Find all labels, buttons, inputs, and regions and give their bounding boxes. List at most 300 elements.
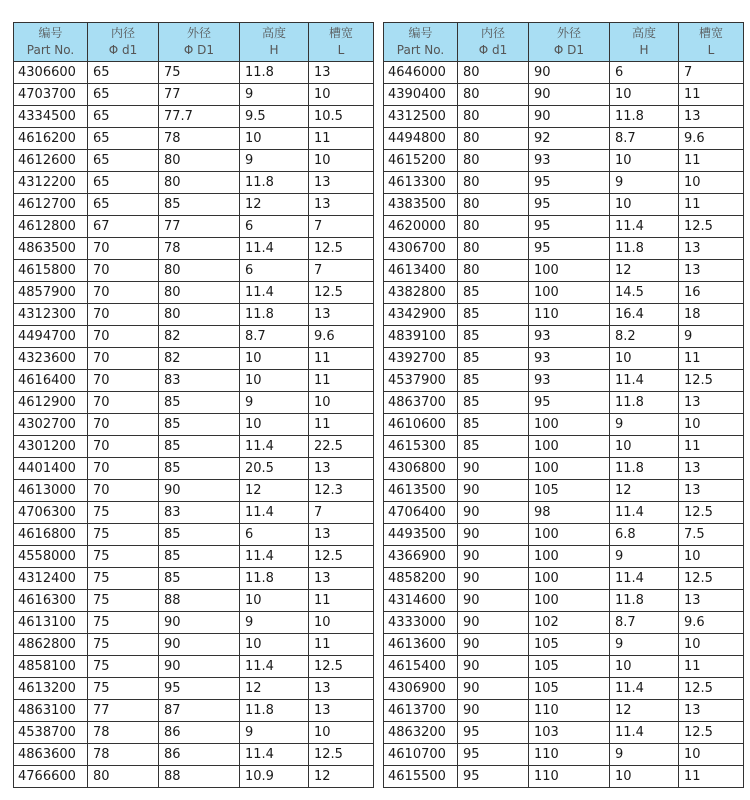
part-no-cell: 4301200 [14, 436, 88, 458]
height-cell: 9 [610, 414, 679, 436]
groove-width-cell: 18 [679, 304, 744, 326]
outer-diameter-cell: 95 [529, 392, 610, 414]
table-row [384, 106, 744, 128]
table-row [14, 766, 374, 788]
inner-diameter-cell: 65 [88, 172, 159, 194]
height-cell: 11.4 [240, 238, 309, 260]
groove-width-cell: 11 [679, 194, 744, 216]
outer-diameter-cell: 105 [529, 634, 610, 656]
inner-diameter-cell: 95 [458, 744, 529, 766]
part-no-cell: 4615800 [14, 260, 88, 282]
height-cell: 9 [610, 546, 679, 568]
table-row [14, 260, 374, 282]
height-cell: 11.8 [240, 304, 309, 326]
table-row [384, 722, 744, 744]
part-no-cell: 4857900 [14, 282, 88, 304]
outer-diameter-cell: 100 [529, 524, 610, 546]
inner-diameter-cell: 70 [88, 282, 159, 304]
outer-diameter-cell: 80 [159, 150, 240, 172]
table-row [14, 568, 374, 590]
part-no-cell: 4615300 [384, 436, 458, 458]
groove-width-cell: 7.5 [679, 524, 744, 546]
part-no-cell: 4703700 [14, 84, 88, 106]
groove-width-cell: 12.5 [679, 216, 744, 238]
outer-diameter-cell: 93 [529, 150, 610, 172]
table-row [384, 634, 744, 656]
inner-diameter-cell: 77 [88, 700, 159, 722]
table-row [384, 480, 744, 502]
groove-width-cell: 13 [309, 700, 374, 722]
inner-diameter-cell: 80 [458, 62, 529, 84]
height-cell: 10 [610, 194, 679, 216]
part-no-cell: 4706300 [14, 502, 88, 524]
table-row [14, 436, 374, 458]
table-row [14, 62, 374, 84]
table-row [384, 62, 744, 84]
height-cell: 11.8 [610, 106, 679, 128]
inner-diameter-cell: 75 [88, 546, 159, 568]
part-no-cell: 4537900 [384, 370, 458, 392]
table-row [384, 524, 744, 546]
part-no-cell: 4612600 [14, 150, 88, 172]
part-no-cell: 4839100 [384, 326, 458, 348]
height-cell: 10 [240, 414, 309, 436]
height-cell: 10 [610, 436, 679, 458]
part-no-cell: 4538700 [14, 722, 88, 744]
table-row [384, 392, 744, 414]
part-no-cell: 4342900 [384, 304, 458, 326]
groove-width-cell: 13 [309, 678, 374, 700]
height-cell: 11.8 [610, 238, 679, 260]
outer-diameter-cell: 85 [159, 568, 240, 590]
inner-diameter-cell: 80 [88, 766, 159, 788]
table-row [384, 304, 744, 326]
table-row [14, 172, 374, 194]
height-cell: 8.2 [610, 326, 679, 348]
part-no-cell: 4382800 [384, 282, 458, 304]
inner-diameter-cell: 78 [88, 744, 159, 766]
outer-diameter-cell: 93 [529, 326, 610, 348]
outer-diameter-cell: 103 [529, 722, 610, 744]
header-height: 高度 H [240, 23, 309, 62]
outer-diameter-cell: 95 [529, 216, 610, 238]
table-row [14, 612, 374, 634]
height-cell: 11.8 [610, 590, 679, 612]
part-no-cell: 4620000 [384, 216, 458, 238]
height-cell: 8.7 [610, 128, 679, 150]
part-no-cell: 4383500 [384, 194, 458, 216]
outer-diameter-cell: 90 [159, 634, 240, 656]
part-no-cell: 4613000 [14, 480, 88, 502]
inner-diameter-cell: 85 [458, 304, 529, 326]
inner-diameter-cell: 90 [458, 700, 529, 722]
height-cell: 6 [240, 524, 309, 546]
part-no-cell: 4493500 [384, 524, 458, 546]
table-row [14, 128, 374, 150]
table-row [384, 238, 744, 260]
outer-diameter-cell: 86 [159, 744, 240, 766]
inner-diameter-cell: 85 [458, 392, 529, 414]
table-row [384, 84, 744, 106]
part-no-cell: 4766600 [14, 766, 88, 788]
table-row [14, 458, 374, 480]
part-no-cell: 4863600 [14, 744, 88, 766]
table-row [14, 744, 374, 766]
table-row [14, 502, 374, 524]
part-no-cell: 4862800 [14, 634, 88, 656]
left-parts-table [13, 22, 374, 788]
part-no-cell: 4863700 [384, 392, 458, 414]
table-row [384, 612, 744, 634]
height-cell: 9 [610, 634, 679, 656]
groove-width-cell: 11 [679, 150, 744, 172]
groove-width-cell: 10 [309, 150, 374, 172]
groove-width-cell: 11 [309, 370, 374, 392]
part-no-cell: 4858200 [384, 568, 458, 590]
groove-width-cell: 13 [679, 480, 744, 502]
part-no-cell: 4306800 [384, 458, 458, 480]
groove-width-cell: 13 [679, 700, 744, 722]
table-row [384, 194, 744, 216]
height-cell: 10 [610, 766, 679, 788]
part-no-cell: 4613200 [14, 678, 88, 700]
groove-width-cell: 13 [309, 62, 374, 84]
outer-diameter-cell: 82 [159, 326, 240, 348]
groove-width-cell: 13 [309, 304, 374, 326]
table-row [384, 678, 744, 700]
groove-width-cell: 10 [679, 172, 744, 194]
inner-diameter-cell: 80 [458, 172, 529, 194]
inner-diameter-cell: 70 [88, 370, 159, 392]
part-no-cell: 4863100 [14, 700, 88, 722]
inner-diameter-cell: 70 [88, 480, 159, 502]
table-row [14, 634, 374, 656]
part-no-cell: 4390400 [384, 84, 458, 106]
right-parts-table [383, 22, 744, 788]
outer-diameter-cell: 95 [529, 238, 610, 260]
header-part-no: 编号 Part No. [14, 23, 88, 62]
part-no-cell: 4612800 [14, 216, 88, 238]
height-cell: 11.4 [610, 216, 679, 238]
table-row [14, 106, 374, 128]
groove-width-cell: 10 [309, 392, 374, 414]
outer-diameter-cell: 85 [159, 414, 240, 436]
inner-diameter-cell: 95 [458, 722, 529, 744]
height-cell: 11.4 [240, 744, 309, 766]
height-cell: 11.8 [240, 172, 309, 194]
outer-diameter-cell: 75 [159, 62, 240, 84]
height-cell: 9 [610, 744, 679, 766]
table-row [384, 436, 744, 458]
groove-width-cell: 13 [679, 106, 744, 128]
outer-diameter-cell: 85 [159, 546, 240, 568]
inner-diameter-cell: 70 [88, 238, 159, 260]
height-cell: 9 [240, 722, 309, 744]
header-groove-width: 槽宽 L [679, 23, 744, 62]
table-row [384, 700, 744, 722]
height-cell: 9 [610, 172, 679, 194]
height-cell: 9 [240, 392, 309, 414]
groove-width-cell: 9.6 [309, 326, 374, 348]
part-no-cell: 4616200 [14, 128, 88, 150]
height-cell: 6.8 [610, 524, 679, 546]
inner-diameter-cell: 67 [88, 216, 159, 238]
height-cell: 11.4 [610, 722, 679, 744]
outer-diameter-cell: 95 [159, 678, 240, 700]
table-row [14, 590, 374, 612]
groove-width-cell: 9 [679, 326, 744, 348]
groove-width-cell: 13 [309, 172, 374, 194]
header-row [14, 23, 374, 62]
groove-width-cell: 11 [679, 656, 744, 678]
part-no-cell: 4314600 [384, 590, 458, 612]
height-cell: 11.4 [610, 502, 679, 524]
table-row [14, 678, 374, 700]
inner-diameter-cell: 90 [458, 590, 529, 612]
height-cell: 10 [610, 150, 679, 172]
groove-width-cell: 22.5 [309, 436, 374, 458]
groove-width-cell: 13 [679, 590, 744, 612]
outer-diameter-cell: 85 [159, 392, 240, 414]
header-groove-width: 槽宽 L [309, 23, 374, 62]
outer-diameter-cell: 105 [529, 656, 610, 678]
outer-diameter-cell: 105 [529, 480, 610, 502]
part-no-cell: 4613300 [384, 172, 458, 194]
outer-diameter-cell: 110 [529, 766, 610, 788]
groove-width-cell: 12.5 [309, 238, 374, 260]
table-row [384, 326, 744, 348]
part-no-cell: 4646000 [384, 62, 458, 84]
height-cell: 20.5 [240, 458, 309, 480]
groove-width-cell: 13 [309, 524, 374, 546]
table-row [14, 84, 374, 106]
table-row [384, 282, 744, 304]
part-no-cell: 4616300 [14, 590, 88, 612]
height-cell: 11.4 [610, 678, 679, 700]
groove-width-cell: 11 [309, 128, 374, 150]
height-cell: 16.4 [610, 304, 679, 326]
outer-diameter-cell: 100 [529, 458, 610, 480]
part-no-cell: 4613600 [384, 634, 458, 656]
table-row [384, 216, 744, 238]
table-row [14, 546, 374, 568]
part-no-cell: 4302700 [14, 414, 88, 436]
table-row [14, 722, 374, 744]
height-cell: 6 [610, 62, 679, 84]
groove-width-cell: 9.6 [679, 612, 744, 634]
outer-diameter-cell: 100 [529, 260, 610, 282]
outer-diameter-cell: 100 [529, 436, 610, 458]
outer-diameter-cell: 77 [159, 84, 240, 106]
table-row [384, 370, 744, 392]
height-cell: 11.4 [240, 282, 309, 304]
table-row [14, 392, 374, 414]
part-no-cell: 4613400 [384, 260, 458, 282]
part-no-cell: 4613100 [14, 612, 88, 634]
height-cell: 11.4 [240, 436, 309, 458]
groove-width-cell: 10 [679, 744, 744, 766]
table-row [14, 326, 374, 348]
part-no-cell: 4863500 [14, 238, 88, 260]
groove-width-cell: 12.5 [309, 282, 374, 304]
right-table-body [384, 62, 744, 788]
outer-diameter-cell: 93 [529, 370, 610, 392]
part-no-cell: 4401400 [14, 458, 88, 480]
header-outer-diameter: 外径 Φ D1 [529, 23, 610, 62]
outer-diameter-cell: 90 [159, 656, 240, 678]
groove-width-cell: 11 [679, 84, 744, 106]
inner-diameter-cell: 70 [88, 260, 159, 282]
height-cell: 12 [240, 194, 309, 216]
left-table-body [14, 62, 374, 788]
inner-diameter-cell: 85 [458, 436, 529, 458]
outer-diameter-cell: 92 [529, 128, 610, 150]
outer-diameter-cell: 85 [159, 524, 240, 546]
inner-diameter-cell: 75 [88, 678, 159, 700]
outer-diameter-cell: 105 [529, 678, 610, 700]
table-row [384, 766, 744, 788]
groove-width-cell: 10 [309, 722, 374, 744]
groove-width-cell: 13 [679, 238, 744, 260]
inner-diameter-cell: 85 [458, 326, 529, 348]
groove-width-cell: 7 [309, 502, 374, 524]
part-no-cell: 4306600 [14, 62, 88, 84]
table-row [14, 194, 374, 216]
part-no-cell: 4366900 [384, 546, 458, 568]
height-cell: 11.4 [610, 370, 679, 392]
part-no-cell: 4615500 [384, 766, 458, 788]
groove-width-cell: 11 [309, 348, 374, 370]
outer-diameter-cell: 93 [529, 348, 610, 370]
height-cell: 10 [610, 656, 679, 678]
table-row [14, 656, 374, 678]
height-cell: 10 [240, 348, 309, 370]
inner-diameter-cell: 70 [88, 436, 159, 458]
outer-diameter-cell: 78 [159, 128, 240, 150]
table-row [384, 502, 744, 524]
outer-diameter-cell: 90 [159, 612, 240, 634]
part-no-cell: 4706400 [384, 502, 458, 524]
table-row [14, 348, 374, 370]
inner-diameter-cell: 90 [458, 656, 529, 678]
outer-diameter-cell: 83 [159, 502, 240, 524]
height-cell: 12 [240, 678, 309, 700]
outer-diameter-cell: 86 [159, 722, 240, 744]
header-inner-diameter: 内径 Φ d1 [458, 23, 529, 62]
groove-width-cell: 11 [679, 436, 744, 458]
inner-diameter-cell: 75 [88, 524, 159, 546]
outer-diameter-cell: 80 [159, 172, 240, 194]
outer-diameter-cell: 90 [159, 480, 240, 502]
part-no-cell: 4558000 [14, 546, 88, 568]
height-cell: 9 [240, 612, 309, 634]
groove-width-cell: 10 [679, 414, 744, 436]
table-row [384, 568, 744, 590]
outer-diameter-cell: 100 [529, 568, 610, 590]
inner-diameter-cell: 75 [88, 612, 159, 634]
inner-diameter-cell: 80 [458, 238, 529, 260]
groove-width-cell: 12.5 [679, 568, 744, 590]
table-row [14, 216, 374, 238]
table-row [14, 238, 374, 260]
groove-width-cell: 10 [309, 84, 374, 106]
inner-diameter-cell: 70 [88, 392, 159, 414]
inner-diameter-cell: 70 [88, 458, 159, 480]
inner-diameter-cell: 90 [458, 634, 529, 656]
part-no-cell: 4312200 [14, 172, 88, 194]
part-no-cell: 4615200 [384, 150, 458, 172]
part-no-cell: 4612700 [14, 194, 88, 216]
outer-diameter-cell: 85 [159, 194, 240, 216]
groove-width-cell: 13 [679, 392, 744, 414]
inner-diameter-cell: 90 [458, 524, 529, 546]
outer-diameter-cell: 95 [529, 194, 610, 216]
outer-diameter-cell: 90 [529, 84, 610, 106]
groove-width-cell: 7 [309, 260, 374, 282]
groove-width-cell: 10 [309, 612, 374, 634]
part-no-cell: 4613500 [384, 480, 458, 502]
outer-diameter-cell: 110 [529, 744, 610, 766]
inner-diameter-cell: 75 [88, 590, 159, 612]
inner-diameter-cell: 65 [88, 194, 159, 216]
part-no-cell: 4333000 [384, 612, 458, 634]
inner-diameter-cell: 80 [458, 84, 529, 106]
inner-diameter-cell: 70 [88, 414, 159, 436]
inner-diameter-cell: 80 [458, 106, 529, 128]
part-no-cell: 4494700 [14, 326, 88, 348]
inner-diameter-cell: 70 [88, 326, 159, 348]
table-row [14, 150, 374, 172]
table-row [14, 370, 374, 392]
inner-diameter-cell: 70 [88, 304, 159, 326]
groove-width-cell: 12.5 [309, 744, 374, 766]
outer-diameter-cell: 100 [529, 282, 610, 304]
outer-diameter-cell: 80 [159, 282, 240, 304]
height-cell: 11.4 [610, 568, 679, 590]
groove-width-cell: 12.3 [309, 480, 374, 502]
height-cell: 11.4 [240, 502, 309, 524]
inner-diameter-cell: 65 [88, 84, 159, 106]
groove-width-cell: 12.5 [309, 546, 374, 568]
height-cell: 10 [610, 348, 679, 370]
inner-diameter-cell: 80 [458, 260, 529, 282]
height-cell: 11.8 [240, 568, 309, 590]
height-cell: 11.8 [240, 62, 309, 84]
height-cell: 10 [240, 370, 309, 392]
table-row [384, 656, 744, 678]
part-no-cell: 4615400 [384, 656, 458, 678]
groove-width-cell: 13 [309, 568, 374, 590]
outer-diameter-cell: 77.7 [159, 106, 240, 128]
outer-diameter-cell: 82 [159, 348, 240, 370]
table-row [384, 458, 744, 480]
height-cell: 11.8 [610, 458, 679, 480]
groove-width-cell: 10 [679, 634, 744, 656]
header-part-no: 编号 Part No. [384, 23, 458, 62]
height-cell: 12 [240, 480, 309, 502]
outer-diameter-cell: 77 [159, 216, 240, 238]
inner-diameter-cell: 85 [458, 348, 529, 370]
inner-diameter-cell: 75 [88, 634, 159, 656]
table-row [14, 700, 374, 722]
inner-diameter-cell: 90 [458, 502, 529, 524]
groove-width-cell: 9.6 [679, 128, 744, 150]
groove-width-cell: 12.5 [679, 370, 744, 392]
part-no-cell: 4858100 [14, 656, 88, 678]
inner-diameter-cell: 85 [458, 370, 529, 392]
part-no-cell: 4306700 [384, 238, 458, 260]
outer-diameter-cell: 80 [159, 260, 240, 282]
